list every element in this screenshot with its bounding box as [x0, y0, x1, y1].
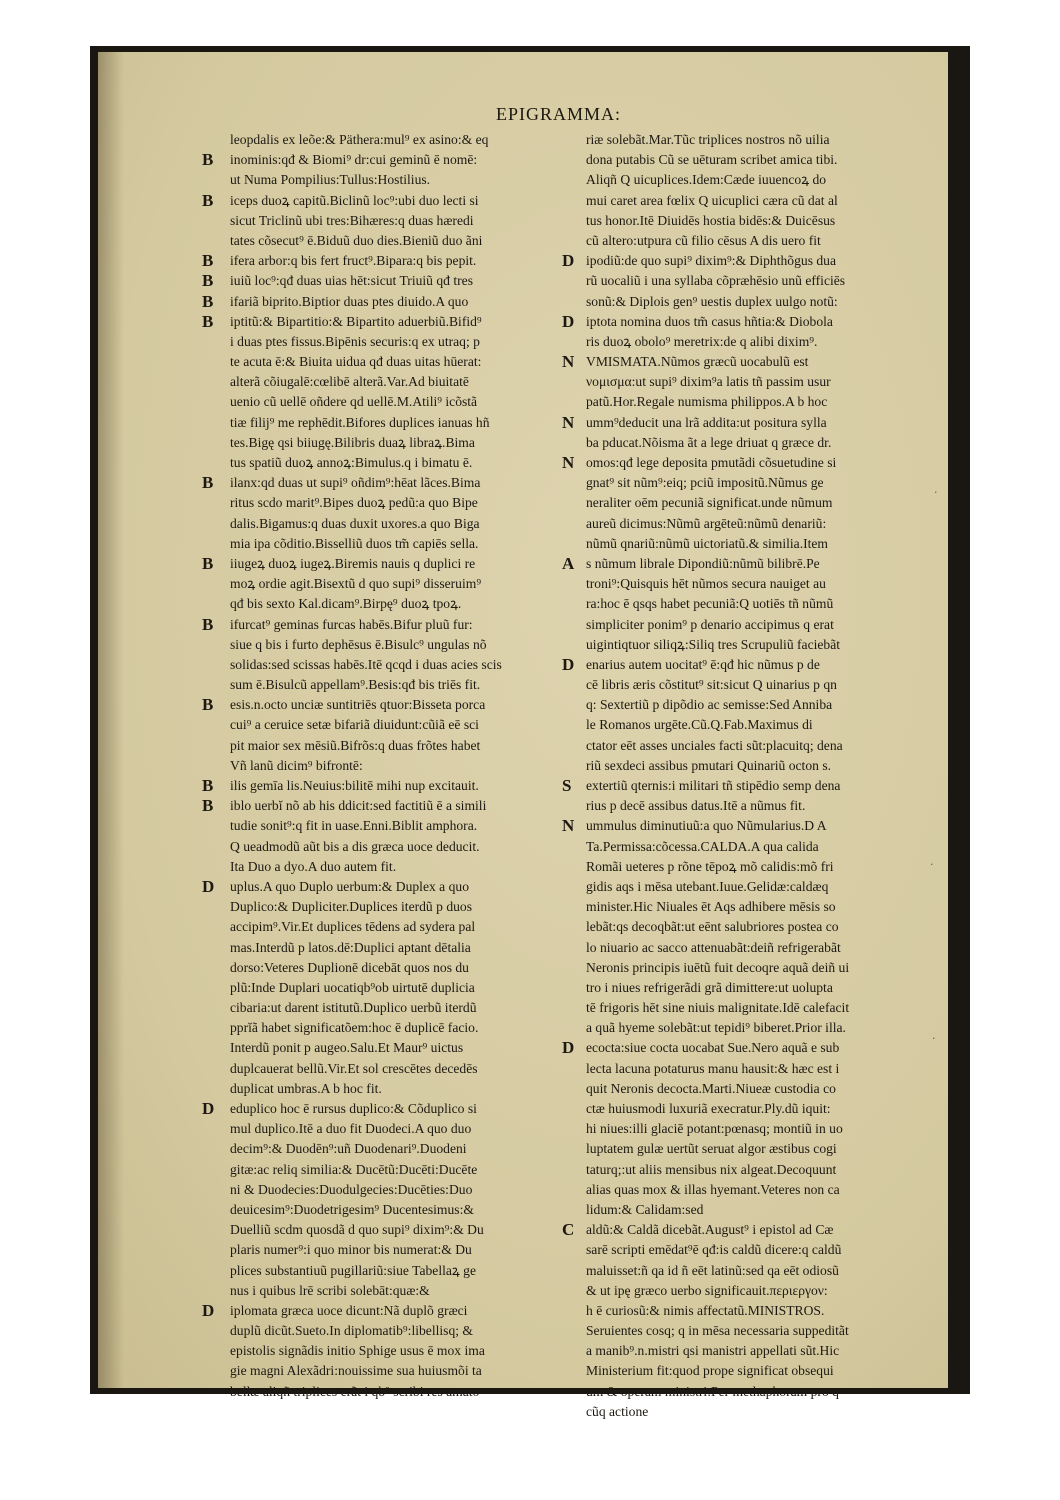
line-text: lidum:& Calidam:sed	[586, 1201, 704, 1217]
line-text: minister.Hic Niuales ēt Aqs adhibere mēsis so	[586, 899, 836, 915]
text-line	[586, 493, 916, 513]
line-text: ilanx:qd duas ut supi⁹ oñdim⁹:hēat lãces.Bima	[230, 475, 481, 491]
line-text: Duelliũ scdm quosdã d quo supi⁹ dixim⁹:& Du	[230, 1222, 484, 1238]
text-line	[586, 1119, 916, 1139]
line-text: iplomata græca uoce dicunt:Nã duplõ græci	[230, 1302, 468, 1318]
line-text: troni⁹:Quisquis hēt nũmos secura nauiget au	[586, 576, 826, 592]
line-text: cũ altero:utpura cũ filio cēsus A dis uero fit	[586, 232, 821, 248]
entry-initial: D	[562, 654, 575, 674]
line-text: ipodiũ:de quo supi⁹ dixim⁹:& Diphthõgus dua	[586, 253, 837, 269]
text-line	[586, 1160, 916, 1180]
right-text-column	[562, 130, 916, 1422]
text-line	[586, 615, 916, 635]
text-line	[230, 211, 568, 231]
line-text: omos:qđ lege deposita pmutãdi cõsuetudine si	[586, 455, 837, 470]
line-text: leopdalis ex leõe:& Päthera:mul⁹ ex asino:& eq	[230, 132, 489, 147]
line-text: cē libris æris cõstitut⁹ sit:sicut Q uinarius p qn	[586, 677, 837, 693]
entry-initial: B	[202, 553, 214, 573]
line-text: patũ.Hor.Regale numisma philippos.A b hoc	[586, 394, 828, 410]
line-text: ctator eēt asses unciales facti sũt:placuitq; dena	[586, 737, 843, 753]
line-text: tes.Bigę qsi biiugę.Bilibris duaꝝ libraꝝ.Bima	[230, 434, 475, 450]
text-line	[230, 594, 568, 614]
text-line	[586, 1059, 916, 1079]
line-text: duplicat umbras.A b hoc fit.	[230, 1080, 382, 1096]
line-text: a manib⁹.n.mistri qsi manistri appellati sũt.Hic	[586, 1343, 840, 1359]
text-line	[230, 130, 568, 150]
text-line	[586, 877, 916, 897]
entry-initial: D	[562, 311, 575, 331]
text-line	[586, 756, 916, 776]
text-line	[230, 655, 568, 675]
text-line	[230, 170, 568, 190]
text-line	[202, 291, 568, 312]
text-line	[586, 1402, 916, 1422]
line-text: νομισμα:ut supi⁹ dixim⁹a latis tñ passim usur	[586, 374, 831, 390]
line-text: ni & Duodecies:Duodulgecies:Ducēties:Duo	[230, 1181, 473, 1197]
entry-initial: B	[202, 695, 214, 715]
line-text: gnat⁹ sit nũm⁹:eiq; pciũ impositũ.Nũmus ge	[586, 475, 824, 491]
text-line	[202, 150, 568, 170]
line-text: plices substantiuũ pugillariũ:siue Tabellaꝝ ge	[230, 1262, 477, 1278]
line-text: decim⁹:& Duodēn⁹:uñ Duodenari⁹.Duodeni	[230, 1141, 467, 1157]
text-line	[562, 1038, 916, 1058]
line-text: Seruientes cosq; q in mēsa necessaria suppeditãt	[586, 1323, 849, 1339]
text-line	[586, 130, 916, 150]
line-text: nũmũ qnariũ:nũmũ uictoriatũ.& similia.Item	[586, 535, 829, 551]
text-line	[562, 311, 916, 332]
entry-initial: C	[562, 1220, 575, 1240]
text-line	[586, 938, 916, 958]
line-text: maluisset:ñ qa id ñ eēt latinũ:sed qa eēt odiosũ	[586, 1262, 839, 1278]
line-text: ra:hoc ē qsqs habet pecuniã:Q uotiēs tñ nũmũ	[586, 596, 834, 612]
line-text: uenio cũ uellē oñdere qd uellē.M.Atili⁹ icõstã	[230, 394, 478, 410]
line-text: sarē scripti emēdat⁹ē qđ:is caldũ dicere:q caldũ	[586, 1242, 842, 1258]
text-line	[586, 736, 916, 756]
line-text: Ministerium fit:quod prope significat obsequi	[586, 1363, 834, 1379]
line-text: dorso:Veteres Duplionē dicebāt quos nos du	[230, 959, 469, 975]
line-text: q: Sextertiũ p dipõdio ac semisse:Sed Anniba	[586, 697, 833, 713]
entry-initial: N	[562, 412, 575, 432]
line-text: cui⁹ a ceruice setæ bifariã diuidunt:cũiã eē sci	[230, 717, 479, 733]
line-text: pprĭã habet significatõem:hoc ē duplicē facio.	[230, 1020, 479, 1036]
line-text: VMISMATA.Nũmos græcũ uocabulũ est	[586, 354, 809, 370]
text-line	[230, 715, 568, 735]
line-text: sum ē.Bisulcũ appellam⁹.Besis:qđ bis triēs fit.	[230, 677, 481, 693]
text-line	[202, 553, 568, 574]
text-line	[586, 1261, 916, 1281]
line-text: lo niuario ac sacco attenuabãt:deiñ refrigerabãt	[586, 939, 841, 955]
line-text: Vñ lanũ dicim⁹ bifrontē:	[230, 757, 363, 773]
line-text: h ē curiosũ:& nimis affectatũ.MINISTROS.	[586, 1302, 825, 1318]
text-line	[586, 1240, 916, 1260]
entry-initial: N	[562, 352, 575, 372]
line-text: qđ bis sexto Kal.dicam⁹.Birpę⁹ duoꝝ tpoꝝ.	[230, 596, 462, 612]
entry-initial: B	[202, 796, 214, 816]
entry-initial: B	[202, 291, 214, 311]
text-line	[230, 1361, 568, 1381]
text-line	[586, 1382, 916, 1402]
text-line	[202, 876, 568, 897]
line-text: Aliqñ Q uicuplices.Idem:Cæde iuuencoꝝ do	[586, 172, 827, 188]
text-line	[586, 1018, 916, 1038]
text-line	[586, 271, 916, 291]
text-line	[586, 796, 916, 816]
text-line	[202, 695, 568, 715]
text-line	[230, 1018, 568, 1038]
line-text: tiæ filĳ⁹ me rephēdit.Bifores duplices ianuas hñ	[230, 414, 490, 430]
line-text: iuiũ loc⁹:qđ duas uias hēt:sicut Triuiũ qđ tres	[230, 273, 474, 289]
margin-mark: ·	[932, 1032, 936, 1045]
text-line	[586, 1361, 916, 1381]
line-text: tudie sonit⁹:q fit in uase.Enni.Biblit amphora.	[230, 818, 478, 834]
entry-initial: D	[202, 1099, 215, 1118]
entry-initial: B	[202, 190, 214, 210]
text-line	[230, 1261, 568, 1281]
line-text: enarius autem uocitat⁹ ē:qđ hic nũmus p de	[586, 656, 820, 672]
entry-initial: D	[562, 251, 575, 271]
left-text-column	[202, 130, 568, 1402]
text-line	[230, 231, 568, 251]
text-line	[586, 574, 916, 594]
text-line	[230, 1220, 568, 1240]
text-line	[230, 1240, 568, 1260]
running-head: EPIGRAMMA:	[496, 104, 622, 124]
line-text: um & operam ministri:Per methaphoram pro q	[586, 1383, 839, 1399]
text-line	[586, 372, 916, 392]
line-text: Duplico:& Dupliciter.Duplices iterdũ p duos	[230, 899, 473, 915]
line-text: Ita Duo a dyo.A duo autem fit.	[230, 858, 397, 874]
line-text: luptatem gulæ uertũt seruat algor æstibus cogi	[586, 1141, 837, 1157]
text-line	[586, 1079, 916, 1099]
line-text: ctæ huiusmodi luxuriã execratur.Ply.dũ iquit:	[586, 1101, 831, 1116]
entry-initial: N	[562, 453, 575, 472]
text-line	[230, 837, 568, 857]
text-line	[230, 978, 568, 998]
text-line	[586, 211, 916, 231]
text-line	[586, 635, 916, 655]
line-text: ifariã biprito.Biptior duas ptes diuido.A quo	[230, 293, 469, 309]
line-text: gidis aqs i mēsa utebant.Iuue.Gelidæ:caldæq	[586, 878, 829, 894]
text-line	[230, 736, 568, 756]
line-text: gie magni Alexãdri:nouissime sua huiusmõi ta	[230, 1363, 482, 1379]
line-text: deuicesim⁹:Duodetrigesim⁹ Ducentesimus:&	[230, 1201, 474, 1217]
line-text: ecocta:siue cocta uocabat Sue.Nero aquã e sub	[586, 1040, 840, 1056]
line-text: riæ solebãt.Mar.Tũc triplices nostros nõ uilia	[586, 132, 830, 147]
line-text: plaris numer⁹:i quo minor bis numerat:& Du	[230, 1242, 472, 1258]
line-text: tus honor.Itē Diuidēs hostia bidēs:& Duicēsus	[586, 212, 836, 228]
text-line	[230, 1139, 568, 1159]
text-line	[586, 1301, 916, 1321]
line-text: moꝝ ordie agit.Bisextũ d quo supi⁹ disseruim⁹	[230, 576, 482, 592]
text-line	[586, 958, 916, 978]
margin-mark: ·	[934, 486, 938, 499]
entry-initial: B	[202, 473, 214, 493]
line-text: Ta.Permissa:cõcessa.CALDA.A qua calida	[586, 838, 819, 854]
line-text: uplus.A quo Duplo uerbum:& Duplex a quo	[230, 878, 470, 894]
text-line	[562, 412, 916, 433]
text-line	[586, 231, 916, 251]
text-line	[586, 292, 916, 312]
text-line	[230, 514, 568, 534]
text-line	[586, 897, 916, 917]
line-text: lebãt:qs decoqbãt:ut eēnt salubriores postea co	[586, 919, 839, 935]
line-text: simpliciter ponim⁹ p denario accipimus q erat	[586, 616, 834, 632]
text-line	[230, 453, 568, 473]
text-line	[230, 372, 568, 392]
text-line	[586, 1281, 916, 1301]
text-line	[562, 654, 916, 675]
line-text: esis.n.octo unciæ suntitriēs qtuor:Bisseta porca	[230, 697, 486, 713]
text-line	[202, 271, 568, 291]
entry-initial: B	[202, 311, 214, 331]
line-text: nus i quibus lrē scribi solebāt:quæ:&	[230, 1282, 430, 1298]
line-text: ilis gemīa lis.Neuius:bilitē mihi nup excitauit.	[230, 778, 479, 793]
text-line	[230, 1382, 568, 1402]
text-line	[586, 191, 916, 211]
line-text: gitæ:ac reliq similia:& Ducētũ:Ducēti:Ducēte	[230, 1161, 478, 1177]
binding-shadow	[98, 52, 124, 1388]
scanned-page-frame	[90, 46, 970, 1419]
line-text: iptota nomina duos tm̃ casus hñtia:& Diobola	[586, 313, 833, 329]
line-text: solidas:sed scissas habēs.Itē qcqd i duas acies scis	[230, 656, 502, 672]
text-line	[562, 1220, 916, 1240]
line-text: & ut ipę græco uerbo significauit.περιεργον:	[586, 1282, 828, 1298]
text-line	[230, 857, 568, 877]
text-line	[202, 473, 568, 493]
entry-initial: B	[202, 776, 214, 795]
text-line	[586, 170, 916, 190]
line-text: eduplico hoc ē rursus duplico:& Cõduplico si	[230, 1101, 477, 1116]
line-text: cũq actione	[586, 1403, 649, 1419]
line-text: tē frigoris hēt sine niuis malignitate.Idē calefacit	[586, 1000, 850, 1016]
line-text: mia ipa cõditio.Bisselliũ duos tm̃ capiēs sella.	[230, 535, 479, 551]
text-line	[562, 453, 916, 473]
entry-initial: S	[562, 776, 572, 795]
text-line	[586, 150, 916, 170]
text-line	[230, 917, 568, 937]
text-line	[202, 776, 568, 796]
line-text: extertiũ qternis:i militari tñ stipēdio semp dena	[586, 778, 841, 793]
text-line	[202, 251, 568, 271]
text-line	[230, 998, 568, 1018]
line-text: lecta lacuna potaturus manu hausit:& hæc est i	[586, 1060, 840, 1076]
text-line	[230, 493, 568, 513]
line-text: i duas ptes fissus.Bipēnis securis:q ex utraq; p	[230, 333, 480, 349]
text-line	[202, 796, 568, 816]
entry-initial: N	[562, 816, 575, 836]
text-line	[586, 695, 916, 715]
entry-initial: B	[202, 251, 214, 271]
text-line	[586, 332, 916, 352]
text-line	[586, 715, 916, 735]
line-text: iptitũ:& Bipartitio:& Bipartito aduerbiũ.Bifid⁹	[230, 313, 482, 329]
text-line	[230, 433, 568, 453]
text-line	[202, 311, 568, 332]
line-text: uigintiqtuor siliqꝝ:Siliq tres Scrupuliũ faciebãt	[586, 636, 841, 652]
line-text: ifera arbor:q bis fert fruct⁹.Bipara:q bis pepit.	[230, 253, 477, 269]
line-text: duplũ dicũt.Sueto.In diplomatib⁹:libellisq; &	[230, 1323, 473, 1339]
text-line	[230, 756, 568, 776]
line-text: alterã cõiugalē:cœlibē alterã.Var.Ad biuitatē	[230, 374, 469, 390]
text-line	[586, 917, 916, 937]
line-text: ris duoꝝ obolo⁹ meretrix:de q alibi dixim⁹.	[586, 333, 818, 349]
line-text: ba pducat.Nõisma ãt a lege driuat q græce dr.	[586, 434, 832, 450]
line-text: duplcauerat bellũ.Vir.Et sol crescētes decedēs	[230, 1060, 478, 1076]
line-text: alias quas mox & illas hyemant.Veteres non ca	[586, 1181, 840, 1197]
line-text: riũ sexdeci assibus pmutari Quinariũ octon s.	[586, 757, 832, 773]
text-line	[230, 1059, 568, 1079]
text-line	[586, 1099, 916, 1119]
text-line	[230, 1281, 568, 1301]
line-text: rius p decē assibus datus.Itē a nũmus fit.	[586, 798, 806, 814]
line-text: Neronis principis iuētũ fuit decoqre aquã deiñ ui	[586, 959, 850, 975]
line-text: Romãi ueteres p rõne tēpoꝝ mõ calidis:mõ fri	[586, 858, 834, 874]
line-text: quit Neronis decocta.Marti.Niueæ custodia co	[586, 1080, 836, 1096]
line-text: s nũmum librale Dipondiũ:nũmũ bilibrē.Pe	[586, 555, 820, 571]
text-line	[230, 1200, 568, 1220]
text-line	[230, 534, 568, 554]
text-line	[230, 1038, 568, 1058]
text-line	[586, 1341, 916, 1361]
entry-initial: A	[562, 553, 575, 573]
line-text: iblo uerbĭ nõ ab his ddicit:sed factitiũ ē a simili	[230, 798, 487, 814]
line-text: ifurcat⁹ geminas furcas habēs.Bifur pluũ fur:	[230, 616, 473, 632]
text-line	[586, 1139, 916, 1159]
line-text: ritus scdo marit⁹.Bipes duoꝝ pedũ:a quo Bipe	[230, 495, 478, 511]
text-line	[586, 675, 916, 695]
line-text: sicut Triclinũ ubi tres:Bihæres:q duas hæredi	[230, 212, 474, 228]
line-text: a quã hyeme solebãt:ut tepidi⁹ biberet.Prior illa.	[586, 1020, 846, 1036]
line-text: bellæ aliqñ triplices erãt i qb⁹ scribi res amato	[230, 1383, 480, 1399]
entry-initial: B	[202, 614, 214, 634]
text-line	[586, 1321, 916, 1341]
line-text: inominis:qđ & Biomi⁹ dr:cui geminũ ē nomē:	[230, 152, 478, 168]
line-text: aldũ:& Caldã dicebãt.August⁹ i epistol ad Cæ	[586, 1222, 834, 1238]
text-line	[230, 1180, 568, 1200]
text-line	[230, 392, 568, 412]
text-line	[586, 594, 916, 614]
text-line	[202, 190, 568, 211]
line-text: dalis.Bigamus:q duas duxit uxores.a quo Biga	[230, 515, 480, 531]
line-text: dona putabis Cũ se uēturam scribet amica tibi.	[586, 152, 838, 168]
line-text: taturq;:ut aliis mensibus nix algeat.Decoquunt	[586, 1161, 837, 1177]
text-line	[586, 998, 916, 1018]
entry-initial: B	[202, 150, 214, 170]
entry-initial: D	[562, 1038, 575, 1058]
margin-mark: ·	[930, 858, 934, 871]
text-line	[230, 413, 568, 433]
line-text: Q ueadmodũ aũt bis a dis græca uoce deducit.	[230, 838, 480, 854]
line-text: accipim⁹.Vir.Et duplices tēdens ad sydera pal	[230, 919, 476, 935]
text-line	[230, 635, 568, 655]
text-line	[230, 938, 568, 958]
text-line	[562, 352, 916, 372]
text-line	[202, 614, 568, 635]
text-line	[230, 1119, 568, 1139]
text-line	[562, 776, 916, 796]
line-text: epistolis signãdis initio Sphige usus ē mox ima	[230, 1343, 485, 1359]
line-text: le Romanos urgēte.Cũ.Q.Fab.Maximus di	[586, 717, 813, 733]
line-text: iiugeꝝ duoꝝ iugeꝝ.Biremis nauis q duplici re	[230, 555, 476, 571]
line-text: plũ:Inde Duplari uocatiqb⁹ob uirtutē duplicia	[230, 979, 475, 995]
text-line	[562, 251, 916, 271]
line-text: cibaria:ut darent istitutũ.Duplico uerbũ iterdũ	[230, 1000, 477, 1016]
line-text: tus spatiũ duoꝝ annoꝝ:Bimulus.q i bimatu ē.	[230, 455, 473, 470]
text-line	[586, 534, 916, 554]
line-text: tates cõsecut⁹ ē.Biduũ duo dies.Bieniũ duo ãni	[230, 232, 483, 248]
text-line	[230, 352, 568, 372]
entry-initial: D	[202, 876, 215, 896]
document-page	[98, 52, 948, 1419]
text-line	[230, 1341, 568, 1361]
text-line	[230, 1160, 568, 1180]
line-text: ut Numa Pompilius:Tullus:Hostilius.	[230, 172, 431, 188]
entry-initial: B	[202, 271, 214, 291]
text-line	[586, 473, 916, 493]
line-text: mul duplico.Itē a duo fit Duodeci.A quo duo	[230, 1121, 472, 1137]
line-text: mui caret area fœlix Q uicuplici cæra cũ dat al	[586, 192, 838, 208]
text-line	[230, 332, 568, 352]
entry-initial: D	[202, 1300, 215, 1320]
text-line	[230, 1321, 568, 1341]
text-line	[230, 1079, 568, 1099]
text-line	[586, 433, 916, 453]
text-line	[586, 392, 916, 412]
text-line	[562, 816, 916, 836]
text-line	[202, 1300, 568, 1321]
line-text: neraliter oēm pecuniã significat.unde nũmum	[586, 495, 833, 511]
line-text: ummulus diminutiuũ:a quo Nũmularius.D A	[586, 818, 827, 834]
line-text: umm⁹deducit una lrã addita:ut positura sylla	[586, 414, 827, 430]
line-text: aureũ dicimus:Nũmũ argēteũ:nũmũ denariũ:	[586, 515, 827, 531]
text-line	[230, 958, 568, 978]
text-line	[586, 978, 916, 998]
text-line	[586, 514, 916, 534]
line-text: rũ uocaliũ i una syllaba cõpræhēsio unũ efficiēs	[586, 273, 846, 289]
text-line	[230, 574, 568, 594]
text-line	[562, 553, 916, 574]
text-line	[586, 1200, 916, 1220]
line-text: hi niues:illi glaciē potant:pœnasq; montiũ in uo	[586, 1121, 843, 1137]
line-text: mas.Interdũ p latos.dē:Duplici aptant dētalia	[230, 939, 471, 955]
text-line	[586, 1180, 916, 1200]
text-line	[230, 897, 568, 917]
line-text: sonũ:& Diplois gen⁹ uestis duplex uulgo notũ:	[586, 293, 838, 309]
line-text: tro i niues refrigerãdi grã dimittere:ut uolupta	[586, 979, 833, 995]
text-line	[202, 1099, 568, 1119]
text-line	[586, 857, 916, 877]
line-text: Interdũ ponit p augeo.Salu.Et Maur⁹ uictus	[230, 1040, 464, 1056]
text-line	[230, 816, 568, 836]
line-text: pit maior sex mēsiũ.Bifrõs:q duas frõtes habet	[230, 737, 481, 753]
text-line	[230, 675, 568, 695]
line-text: te acuta ē:& Biuita uidua qđ duas uitas hūerat:	[230, 354, 482, 370]
line-text: siue q bis i furto dephēsus ē.Bisulc⁹ ungulas nõ	[230, 636, 487, 652]
text-line	[586, 837, 916, 857]
line-text: iceps duoꝝ capitũ.Biclinũ loc⁹:ubi duo lecti si	[230, 192, 479, 208]
